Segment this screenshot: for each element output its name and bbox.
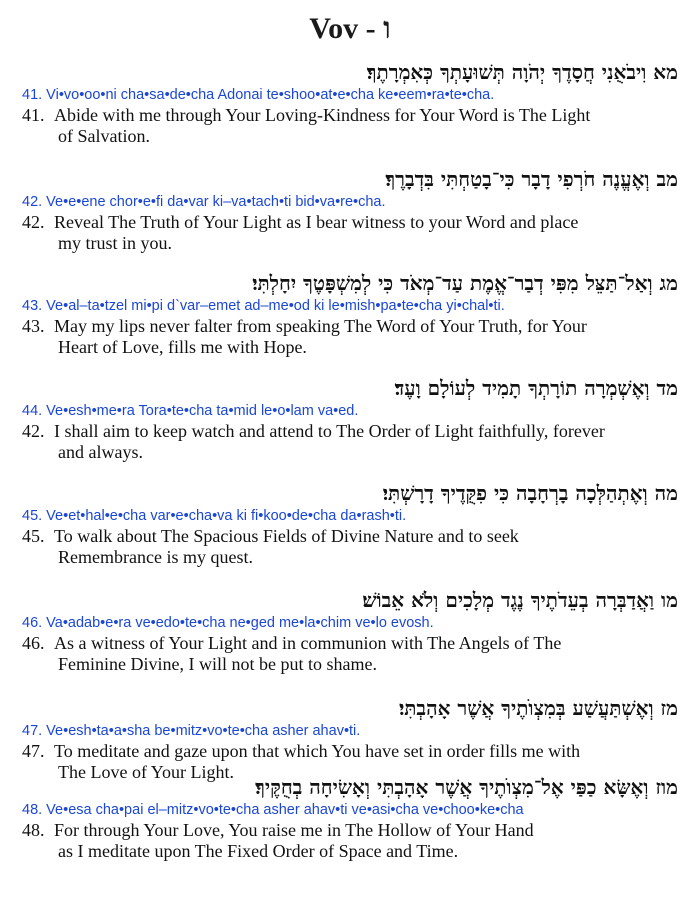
verse-number: 41. <box>22 105 45 125</box>
english-translation <box>0 105 700 147</box>
transliteration-line: 44. Ve•esh•me•ra Tora•te•cha ta•mid le•o•lam va•ed. <box>22 403 359 419</box>
verse-number: 46. <box>22 633 45 653</box>
verse-number: 48. <box>22 820 45 840</box>
english-translation <box>0 633 700 675</box>
translation-continuation: Feminine Divine, I will not be put to shame. <box>58 654 377 674</box>
translation-line: As a witness of Your Light and in communion with The Angels of The <box>54 633 562 653</box>
verse-47 <box>0 694 700 783</box>
hebrew-line: מא וִיבֹאֻנִי חֲסָדֶךָ יְהֹוָה תְּשׁוּעָתְךָ כְּאִמְרָתֶךָ׃ <box>366 60 678 84</box>
hebrew-line: מוז וְאֶשָּׂא כַפַּי אֶל־מִצְוֺתֶיךָ אֲשֶׁר אָהָבְתִּי וְאָשִׂיחָה בְחֻקֶּיךָ׃ <box>255 775 678 799</box>
hebrew-line: מב וְאֶעֱנֶה חֹרְפִי דָבָר כִּי־בָטַחְתִּי בִּדְבָרֶךָ׃ <box>385 167 678 191</box>
english-translation <box>0 212 700 254</box>
verse-number: 43. <box>22 316 45 336</box>
translation-continuation: Remembrance is my quest. <box>58 547 253 567</box>
hebrew-line: מד וְאֶשְׁמְרָה תוֹרָתְךָ תָמִיד לְעוֹלָם וָעֶד׃ <box>394 376 678 400</box>
translation-line: Reveal The Truth of Your Light as I bear witness to your Word and place <box>54 212 579 232</box>
hebrew-line: מז וְאֶשְׁתַּעֲשַׁע בְּמִצְוֺתֶיךָ אֲשֶׁר אָהָבְתִּי׃ <box>398 696 678 720</box>
transliteration-line: 42. Ve•e•ene chor•e•fi da•var ki–va•tach•ti bid•va•re•cha. <box>22 194 386 210</box>
transliteration-line: 48. Ve•esa cha•pai el–mitz•vo•te•cha asher ahav•ti ve•asi•cha ve•choo•ke•cha <box>22 802 524 818</box>
english-translation <box>0 526 700 568</box>
verse-44 <box>0 374 700 463</box>
translation-continuation: and always. <box>58 442 143 462</box>
verse-number: 45. <box>22 526 45 546</box>
translation-line: To walk about The Spacious Fields of Divine Nature and to seek <box>54 526 519 546</box>
verse-48 <box>0 773 700 862</box>
verse-42 <box>0 165 700 254</box>
transliteration-line: 43. Ve•al–ta•tzel mi•pi d`var–emet ad–me•od ki le•mish•pa•te•cha yi•chal•ti. <box>22 298 505 314</box>
translation-continuation: as I meditate upon The Fixed Order of Space and Time. <box>58 841 459 861</box>
transliteration-line: 41. Vi•vo•oo•ni cha•sa•de•cha Adonai te•shoo•at•e•cha ke•eem•ra•te•cha. <box>22 87 495 103</box>
hebrew-line: מה וְאֶתְהַלְּכָה בָרְחָבָה כִּי פִקֻּדֶיךָ דָרָשְׁתִּי׃ <box>382 481 678 505</box>
transliteration-line: 47. Ve•esh•ta•a•sha be•mitz•vo•te•cha asher ahav•ti. <box>22 723 361 739</box>
translation-continuation: Heart of Love, fills me with Hope. <box>58 337 307 357</box>
translation-line: I shall aim to keep watch and attend to The Order of Light faithfully, forever <box>54 421 605 441</box>
translation-continuation: The Love of Your Light. <box>58 762 234 782</box>
verse-41 <box>0 58 700 147</box>
verse-45 <box>0 479 700 568</box>
translation-continuation: my trust in you. <box>58 233 173 253</box>
translation-line: Abide with me through Your Loving-Kindness for Your Word is The Light <box>54 105 591 125</box>
page-title: Vov - ו <box>309 12 391 45</box>
translation-line: For through Your Love, You raise me in The Hollow of Your Hand <box>54 820 534 840</box>
translation-continuation: of Salvation. <box>58 126 150 146</box>
verse-number: 42. <box>22 421 45 441</box>
verse-number: 42. <box>22 212 45 232</box>
english-translation <box>0 820 700 862</box>
translation-line: May my lips never falter from speaking The Word of Your Truth, for Your <box>54 316 587 336</box>
english-translation <box>0 421 700 463</box>
transliteration-line: 46. Va•adab•e•ra ve•edo•te•cha ne•ged me•la•chim ve•lo evosh. <box>22 615 434 631</box>
hebrew-line: מו וַאֲדַבְּרָה בְעֵדֹתֶיךָ נֶגֶד מְלָכִים וְלֹא אֵבוֹשׁ׃ <box>362 588 678 612</box>
english-translation <box>0 316 700 358</box>
hebrew-line: מג וְאַל־תַּצֵּל מִפִּי דְבַר־אֱמֶת עַד־מְאֹד כִּי לְמִשְׁפָּטֶךָ יִחָלְתִּי׃ <box>252 271 678 295</box>
transliteration-line: 45. Ve•et•hal•e•cha var•e•cha•va ki fi•koo•de•cha da•rash•ti. <box>22 508 407 524</box>
verse-number: 47. <box>22 741 45 761</box>
verse-43 <box>0 269 700 358</box>
verse-46 <box>0 586 700 675</box>
translation-line: To meditate and gaze upon that which You have set in order fills me with <box>54 741 581 761</box>
